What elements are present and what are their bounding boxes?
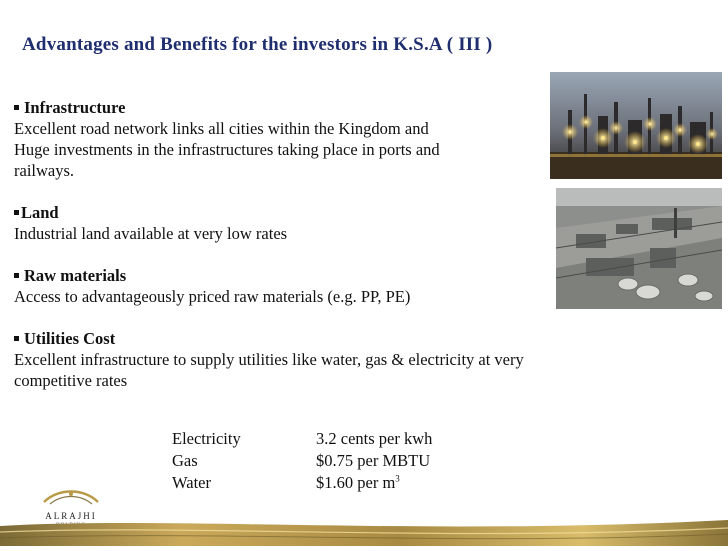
bullet-icon <box>14 105 19 110</box>
logo-name: ALRAJHI <box>45 511 97 521</box>
utility-rate-row <box>172 428 516 450</box>
unit-superscript: 3 <box>395 473 400 484</box>
slide-title: Advantages and Benefits for the investors in K.S.A ( III ) <box>22 34 493 55</box>
section-text: Industrial land available at very low rates <box>14 224 288 243</box>
utility-rate-row <box>172 450 516 472</box>
section-text: railways. <box>14 161 75 180</box>
utility-name: Electricity <box>172 429 241 448</box>
utility-name: Gas <box>172 451 198 470</box>
section-heading: Infrastructure <box>24 98 126 117</box>
section-heading: Utilities Cost <box>24 329 116 348</box>
section-utilities-cost <box>14 328 674 391</box>
section-text: Access to advantageously priced raw materials (e.g. PP, PE) <box>14 287 411 306</box>
section-text: Huge investments in the infrastructures taking place in ports and <box>14 140 440 159</box>
section-text: Excellent road network links all cities within the Kingdom and <box>14 119 429 138</box>
bullet-icon <box>14 273 19 278</box>
bullet-icon <box>14 336 19 341</box>
gold-footer-band <box>0 514 728 546</box>
utility-value: 3.2 cents per kwh <box>316 429 433 448</box>
section-text: Excellent infrastructure to supply utilities like water, gas & electricity at very <box>14 350 524 369</box>
utility-name: Water <box>172 473 211 492</box>
section-heading: Land <box>21 203 59 222</box>
bullet-icon <box>14 210 19 215</box>
utility-value: $0.75 per MBTU <box>316 451 431 470</box>
section-heading: Raw materials <box>24 266 127 285</box>
section-text: competitive rates <box>14 371 128 390</box>
industrial-plant-aerial-photo <box>556 188 722 309</box>
utility-rate-row <box>172 472 516 494</box>
refinery-night-photo <box>550 72 722 179</box>
utility-rates-table <box>172 428 516 494</box>
utility-value: $1.60 per m <box>316 473 396 492</box>
